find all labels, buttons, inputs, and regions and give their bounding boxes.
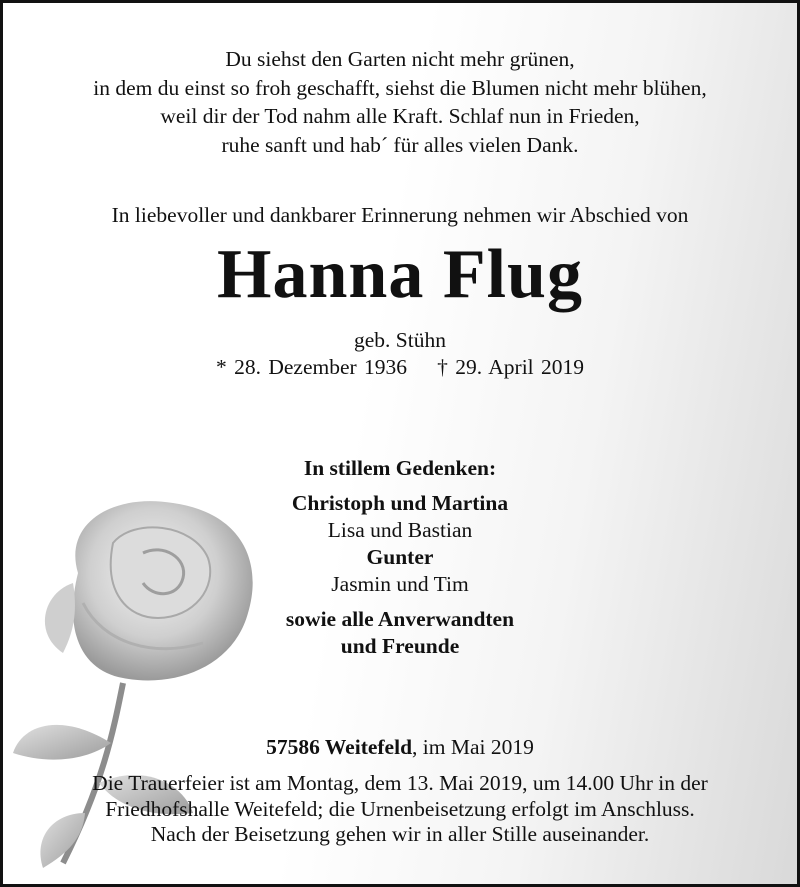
mourner-family: Christoph und Martina [291, 491, 509, 515]
poem-line: in dem du einst so froh geschafft, siehst die Blumen nicht mehr blühen, [93, 75, 707, 100]
funeral-line: Nach der Beisetzung gehen wir in aller Stille auseinander. [150, 822, 650, 846]
mourner-sub: Lisa und Bastian [327, 518, 473, 542]
funeral-info [3, 771, 797, 848]
funeral-line: Die Trauerfeier ist am Montag, dem 13. Mai 2019, um 14.00 Uhr in der [92, 771, 708, 795]
mourners-others: und Freunde [340, 634, 460, 658]
mourners-others: sowie alle Anverwandten [285, 607, 515, 631]
life-dates [3, 355, 797, 380]
place-date [3, 735, 797, 760]
intro-text: In liebevoller und dankbarer Erinnerung nehmen wir Abschied von [111, 203, 689, 227]
town: 57586 Weitefeld [266, 735, 413, 759]
poem-line: ruhe sanft und hab´ für alles vielen Dank. [221, 132, 579, 157]
poem-line: Du siehst den Garten nicht mehr grünen, [225, 47, 575, 71]
funeral-line: Friedhofshalle Weitefeld; die Urnenbeisetzung erfolgt im Anschluss. [105, 796, 695, 821]
month-year: , im Mai 2019 [412, 735, 534, 759]
mourner-sub: Jasmin und Tim [331, 572, 469, 596]
mourners [3, 455, 797, 660]
poem [3, 45, 797, 159]
deceased-name: Hanna Flug [217, 236, 583, 313]
mourner-family: Gunter [366, 545, 434, 569]
birth-name: geb. Stühn [354, 328, 446, 352]
mourners-heading: In stillem Gedenken: [303, 456, 497, 480]
birth-date: * 28. Dezember 1936 [215, 355, 408, 379]
death-date: † 29. April 2019 [437, 355, 585, 379]
poem-line: weil dir der Tod nahm alle Kraft. Schlaf nun in Frieden, [160, 104, 640, 128]
